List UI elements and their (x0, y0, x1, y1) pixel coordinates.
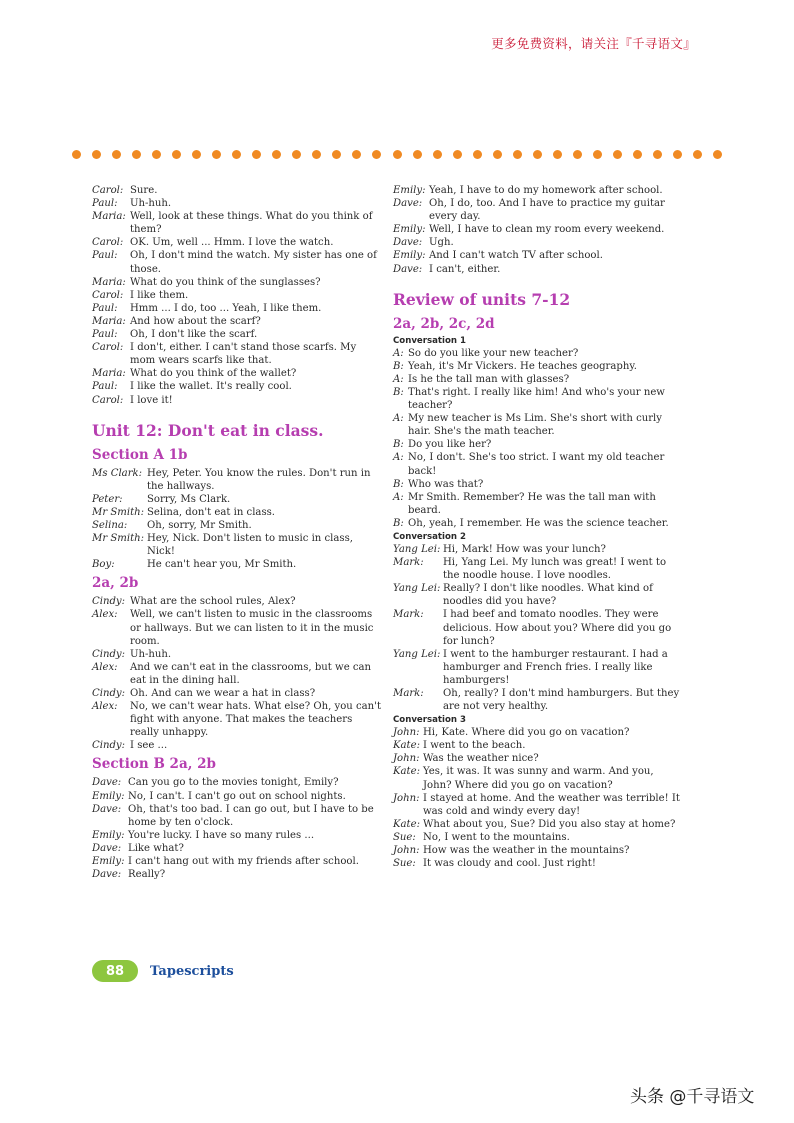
dialogue-text: Oh. And can we wear a hat in class? (130, 688, 316, 699)
dialogue-text: Oh, I don't like the scarf. (130, 329, 258, 341)
conversation-2-title: Conversation 2 (393, 531, 466, 542)
dialogue-text: Oh, yeah, I remember. He was the science teacher. (408, 517, 669, 529)
speaker-label: John: (393, 727, 420, 739)
dialogue-text: I don't, either. I can't stand those scarfs. My mom wears scarfs like that. (130, 342, 357, 367)
dialogue-line (393, 223, 683, 236)
dialogue-line (92, 842, 384, 855)
speaker-label: Kate: (393, 740, 420, 752)
dialogue-line (393, 752, 683, 765)
speaker-label: B: (393, 478, 404, 490)
dialogue-line (92, 236, 384, 249)
dialogue-line (92, 315, 384, 328)
speaker-label: Maria: (92, 368, 126, 380)
speaker-label: Mr Smith: (92, 506, 145, 518)
dialogue-text: I love it! (130, 394, 173, 406)
dialogue-line (92, 210, 384, 236)
dialogue-line (393, 818, 683, 831)
speaker-label: A: (393, 347, 404, 359)
dialogue-text: I had beef and tomato noodles. They were delicious. How about you? Where did you go for lunch? (443, 609, 672, 647)
divider-dot (593, 150, 602, 159)
dialogue-line (393, 373, 683, 386)
speaker-label: Yang Lei: (393, 543, 441, 555)
dialogue-text: OK. Um, well ... Hmm. I love the watch. (130, 237, 334, 249)
dialogue-block (92, 467, 384, 572)
divider-dot (192, 150, 201, 159)
dialogue-text: That's right. I really like him! And who's your new teacher? (408, 386, 665, 412)
speaker-label: Peter: (92, 493, 123, 505)
dialogue-text: It was cloudy and cool. Just right! (423, 858, 596, 870)
dialogue-line (92, 700, 384, 739)
conversation-3-title: Conversation 3 (393, 715, 466, 726)
dialogue-line (92, 790, 384, 803)
speaker-label: B: (393, 439, 404, 451)
right-column (393, 184, 683, 870)
dialogue-block (393, 543, 683, 713)
dialogue-line (92, 868, 384, 881)
speaker-label: A: (393, 413, 404, 425)
divider-dot (72, 150, 81, 159)
dialogue-text: Selina, don't eat in class. (147, 506, 276, 518)
speaker-label: John: (393, 753, 420, 765)
speaker-label: Alex: (92, 701, 118, 713)
dialogue-line (393, 608, 683, 647)
divider-dot (533, 150, 542, 159)
dialogue-block (393, 184, 683, 276)
dialogue-text: What do you think of the sunglasses? (130, 276, 321, 288)
dialogue-text: I see ... (130, 740, 168, 752)
dialogue-line (92, 467, 384, 493)
speaker-label: Carol: (92, 237, 124, 249)
dialogue-line (92, 558, 384, 571)
speaker-label: Kate: (393, 818, 420, 830)
dialogue-line (393, 438, 683, 451)
dialogue-line (393, 197, 683, 223)
divider-dot (112, 150, 121, 159)
dialogue-line (92, 289, 384, 302)
speaker-label: Maria: (92, 211, 126, 223)
review-subheading: 2a, 2b, 2c, 2d (393, 315, 495, 332)
dialogue-line (393, 582, 683, 608)
dialogue-text: My new teacher is Ms Lim. She's short with curly hair. She's the math teacher. (408, 413, 662, 438)
dialogue-line (393, 236, 683, 249)
divider-dot (312, 150, 321, 159)
review-title: Review of units 7-12 (393, 289, 571, 309)
dialogue-line (92, 829, 384, 842)
conversation-1-title: Conversation 1 (393, 335, 466, 346)
dialogue-line (393, 249, 683, 262)
speaker-label: B: (393, 517, 404, 529)
speaker-label: Cindy: (92, 596, 126, 608)
dialogue-text: Who was that? (408, 478, 484, 490)
speaker-label: Kate: (393, 766, 420, 778)
divider-dot (693, 150, 702, 159)
promo-banner: 更多免费资料，请关注『千寻语文』 (491, 36, 696, 51)
speaker-label: Emily: (393, 224, 426, 236)
speaker-label: Mark: (393, 609, 424, 621)
divider-dot (292, 150, 301, 159)
dialogue-line (92, 249, 384, 275)
dialogue-line (92, 687, 384, 700)
speaker-label: B: (393, 360, 404, 372)
divider-dot (372, 150, 381, 159)
speaker-label: John: (393, 845, 420, 857)
speaker-label: Maria: (92, 276, 126, 288)
dialogue-line (92, 276, 384, 289)
dialogue-text: What about you, Sue? Did you also stay at home? (423, 818, 676, 830)
dialogue-text: What are the school rules, Alex? (130, 596, 296, 608)
dialogue-text: What do you think of the wallet? (130, 368, 297, 380)
dialogue-line (393, 765, 683, 791)
speaker-label: Paul: (92, 302, 118, 314)
speaker-label: Ms Clark: (92, 467, 143, 479)
dialogue-line (393, 451, 683, 477)
dialogue-text: He can't hear you, Mr Smith. (147, 559, 297, 571)
dialogue-line (393, 844, 683, 857)
dialogue-text: So do you like your new teacher? (408, 347, 579, 359)
dialogue-text: No, I can't. I can't go out on school nights. (128, 790, 346, 802)
dialogue-line (92, 493, 384, 506)
dialogue-text: Ugh. (429, 237, 454, 249)
dialogue-text: Yeah, it's Mr Vickers. He teaches geography. (408, 360, 637, 372)
dialogue-text: No, we can't wear hats. What else? Oh, you can't fight with anyone. That makes the teachers really unhappy. (130, 701, 382, 739)
dialogue-line (92, 367, 384, 380)
dialogue-line (92, 302, 384, 315)
divider-dot (332, 150, 341, 159)
speaker-label: A: (393, 491, 404, 503)
page-footer (92, 960, 234, 982)
dialogue-line (92, 197, 384, 210)
speaker-label: Cindy: (92, 648, 126, 660)
dialogue-line (92, 380, 384, 393)
dialogue-text: Uh-huh. (130, 648, 172, 660)
dialogue-line (393, 556, 683, 582)
dialogue-line (393, 491, 683, 517)
dialogue-line (92, 661, 384, 687)
dialogue-text: Oh, I don't mind the watch. My sister has one of those. (130, 250, 377, 275)
divider-dot (152, 150, 161, 159)
dialogue-text: Hi, Mark! How was your lunch? (443, 543, 606, 555)
speaker-label: Paul: (92, 329, 118, 341)
speaker-label: Emily: (92, 856, 125, 868)
dialogue-text: And I can't watch TV after school. (429, 250, 603, 262)
divider-dot (272, 150, 281, 159)
divider-dot (573, 150, 582, 159)
dialogue-line (92, 532, 384, 558)
dialogue-line (393, 543, 683, 556)
dialogue-text: How was the weather in the mountains? (423, 845, 630, 857)
dialogue-line (92, 855, 384, 868)
dialogue-text: Oh, really? I don't mind hamburgers. But they are not very healthy. (443, 688, 680, 713)
watermark: 头条 @千寻语文 (630, 1087, 755, 1107)
dialogue-line (393, 517, 683, 530)
divider-dot (613, 150, 622, 159)
dialogue-line (92, 341, 384, 367)
dialogue-text: Oh, I do, too. And I have to practice my guitar every day. (429, 198, 665, 223)
speaker-label: Paul: (92, 198, 118, 210)
speaker-label: Emily: (393, 250, 426, 262)
dialogue-text: I can't, either. (429, 263, 501, 275)
divider-dot (212, 150, 221, 159)
dialogue-text: No, I don't. She's too strict. I want my old teacher back! (408, 452, 665, 477)
speaker-label: Alex: (92, 609, 118, 621)
divider-dot (232, 150, 241, 159)
speaker-label: John: (393, 792, 420, 804)
divider-dot (393, 150, 402, 159)
dialogue-text: I like them. (130, 289, 189, 301)
dialogue-text: I like the wallet. It's really cool. (130, 381, 292, 393)
speaker-label: Carol: (92, 342, 124, 354)
dialogue-text: Yeah, I have to do my homework after school. (429, 185, 663, 196)
speaker-label: Cindy: (92, 740, 126, 752)
dialogue-text: Is he the tall man with glasses? (408, 373, 570, 385)
speaker-label: Boy: (92, 559, 115, 571)
speaker-label: Emily: (393, 185, 426, 196)
dialogue-line (92, 506, 384, 519)
dialogue-text: Hey, Peter. You know the rules. Don't run in the hallways. (147, 467, 371, 492)
dialogue-text: Can you go to the movies tonight, Emily? (128, 777, 339, 789)
dialogue-text: Sure. (130, 185, 158, 196)
dialogue-line (92, 184, 384, 197)
dialogue-line (393, 478, 683, 491)
dialogue-line (393, 648, 683, 687)
dialogue-text: Yes, it was. It was sunny and warm. And you, John? Where did you go on vacation? (423, 766, 654, 791)
left-column (92, 184, 384, 881)
dialogue-line (92, 595, 384, 608)
dialogue-text: You're lucky. I have so many rules ... (128, 829, 315, 841)
section-a-1b-heading: Section A 1b (92, 446, 188, 463)
dialogue-text: Hi, Yang Lei. My lunch was great! I went to the noodle house. I love noodles. (443, 557, 667, 582)
speaker-label: Mark: (393, 557, 424, 569)
divider-dot (633, 150, 642, 159)
dialogue-block (92, 595, 384, 752)
dialogue-line (393, 263, 683, 276)
speaker-label: Maria: (92, 315, 126, 327)
speaker-label: B: (393, 386, 404, 398)
dialogue-text: I went to the beach. (423, 740, 526, 752)
divider-dot (132, 150, 141, 159)
dialogue-text: Really? I don't like noodles. What kind of noodles did you have? (443, 583, 653, 608)
section-b-heading: Section B 2a, 2b (92, 756, 216, 773)
divider-dot (653, 150, 662, 159)
dialogue-text: Do you like her? (408, 439, 492, 451)
divider-dot (352, 150, 361, 159)
dialogue-text: Like what? (128, 842, 184, 854)
dialogue-text: I stayed at home. And the weather was terrible! It was cold and windy every day! (423, 792, 680, 817)
dotted-divider (72, 150, 722, 162)
dialogue-text: I can't hang out with my friends after school. (128, 856, 359, 868)
speaker-label: A: (393, 452, 404, 464)
speaker-label: Dave: (393, 263, 423, 275)
dialogue-text: Hey, Nick. Don't listen to music in class, Nick! (147, 533, 353, 558)
dialogue-text: Really? (128, 869, 166, 881)
dialogue-text: I went to the hamburger restaurant. I had a hamburger and French fries. I really like hamburgers! (443, 648, 668, 686)
dialogue-text: Oh, sorry, Mr Smith. (147, 519, 252, 531)
footer-section-label: Tapescripts (150, 963, 234, 979)
speaker-label: A: (393, 373, 404, 385)
speaker-label: Dave: (92, 869, 122, 881)
dialogue-line (393, 831, 683, 844)
divider-dot (673, 150, 682, 159)
speaker-label: Dave: (393, 237, 423, 249)
dialogue-line (92, 328, 384, 341)
speaker-label: Carol: (92, 289, 124, 301)
speaker-label: Carol: (92, 394, 124, 406)
divider-dot (553, 150, 562, 159)
speaker-label: Emily: (92, 829, 125, 841)
divider-dot (493, 150, 502, 159)
dialogue-line (393, 184, 683, 197)
dialogue-line (92, 803, 384, 829)
section-a-2a-heading: 2a, 2b (92, 575, 139, 592)
speaker-label: Mark: (393, 688, 424, 699)
speaker-label: Sue: (393, 858, 416, 870)
divider-dot (453, 150, 462, 159)
dialogue-line (92, 394, 384, 407)
speaker-label: Dave: (92, 803, 122, 815)
dialogue-text: Uh-huh. (130, 198, 172, 210)
dialogue-text: Well, I have to clean my room every weekend. (429, 224, 665, 236)
speaker-label: Paul: (92, 381, 118, 393)
dialogue-block (92, 184, 384, 407)
speaker-label: Mr Smith: (92, 533, 145, 545)
divider-dot (433, 150, 442, 159)
dialogue-line (393, 726, 683, 739)
dialogue-line (393, 857, 683, 870)
page-number-badge: 88 (92, 960, 138, 982)
speaker-label: Emily: (92, 790, 125, 802)
dialogue-line (393, 347, 683, 360)
dialogue-text: Hi, Kate. Where did you go on vacation? (423, 727, 630, 739)
speaker-label: Paul: (92, 250, 118, 262)
divider-dot (713, 150, 722, 159)
dialogue-line (393, 386, 683, 412)
dialogue-line (92, 648, 384, 661)
divider-dot (92, 150, 101, 159)
dialogue-text: Sorry, Ms Clark. (147, 493, 231, 505)
speaker-label: Dave: (393, 198, 423, 210)
dialogue-text: And we can't eat in the classrooms, but we can eat in the dining hall. (130, 661, 372, 686)
dialogue-line (92, 739, 384, 752)
dialogue-line (393, 412, 683, 438)
dialogue-line (92, 776, 384, 789)
dialogue-text: No, I went to the mountains. (423, 831, 570, 843)
speaker-label: Alex: (92, 661, 118, 673)
dialogue-text: Well, we can't listen to music in the classrooms or hallways. But we can listen to it in the music room. (130, 609, 374, 647)
dialogue-block (393, 726, 683, 870)
dialogue-line (393, 792, 683, 818)
speaker-label: Yang Lei: (393, 583, 441, 595)
speaker-label: Dave: (92, 842, 122, 854)
speaker-label: Cindy: (92, 688, 126, 699)
divider-dot (473, 150, 482, 159)
speaker-label: Sue: (393, 831, 416, 843)
dialogue-text: And how about the scarf? (130, 315, 261, 327)
dialogue-block (393, 347, 683, 530)
dialogue-text: Well, look at these things. What do you think of them? (130, 211, 373, 236)
dialogue-text: Was the weather nice? (423, 753, 539, 765)
speaker-label: Selina: (92, 519, 128, 531)
speaker-label: Carol: (92, 185, 124, 196)
speaker-label: Dave: (92, 777, 122, 789)
dialogue-line (92, 608, 384, 647)
divider-dot (413, 150, 422, 159)
dialogue-block (92, 776, 384, 881)
dialogue-text: Mr Smith. Remember? He was the tall man with beard. (408, 491, 656, 516)
divider-dot (513, 150, 522, 159)
unit-12-title: Unit 12: Don't eat in class. (92, 420, 324, 440)
dialogue-line (393, 687, 683, 713)
dialogue-line (393, 739, 683, 752)
divider-dot (252, 150, 261, 159)
dialogue-line (92, 519, 384, 532)
speaker-label: Yang Lei: (393, 648, 441, 660)
dialogue-text: Oh, that's too bad. I can go out, but I have to be home by ten o'clock. (128, 803, 374, 828)
divider-dot (172, 150, 181, 159)
dialogue-line (393, 360, 683, 373)
dialogue-text: Hmm ... I do, too ... Yeah, I like them. (130, 302, 322, 314)
